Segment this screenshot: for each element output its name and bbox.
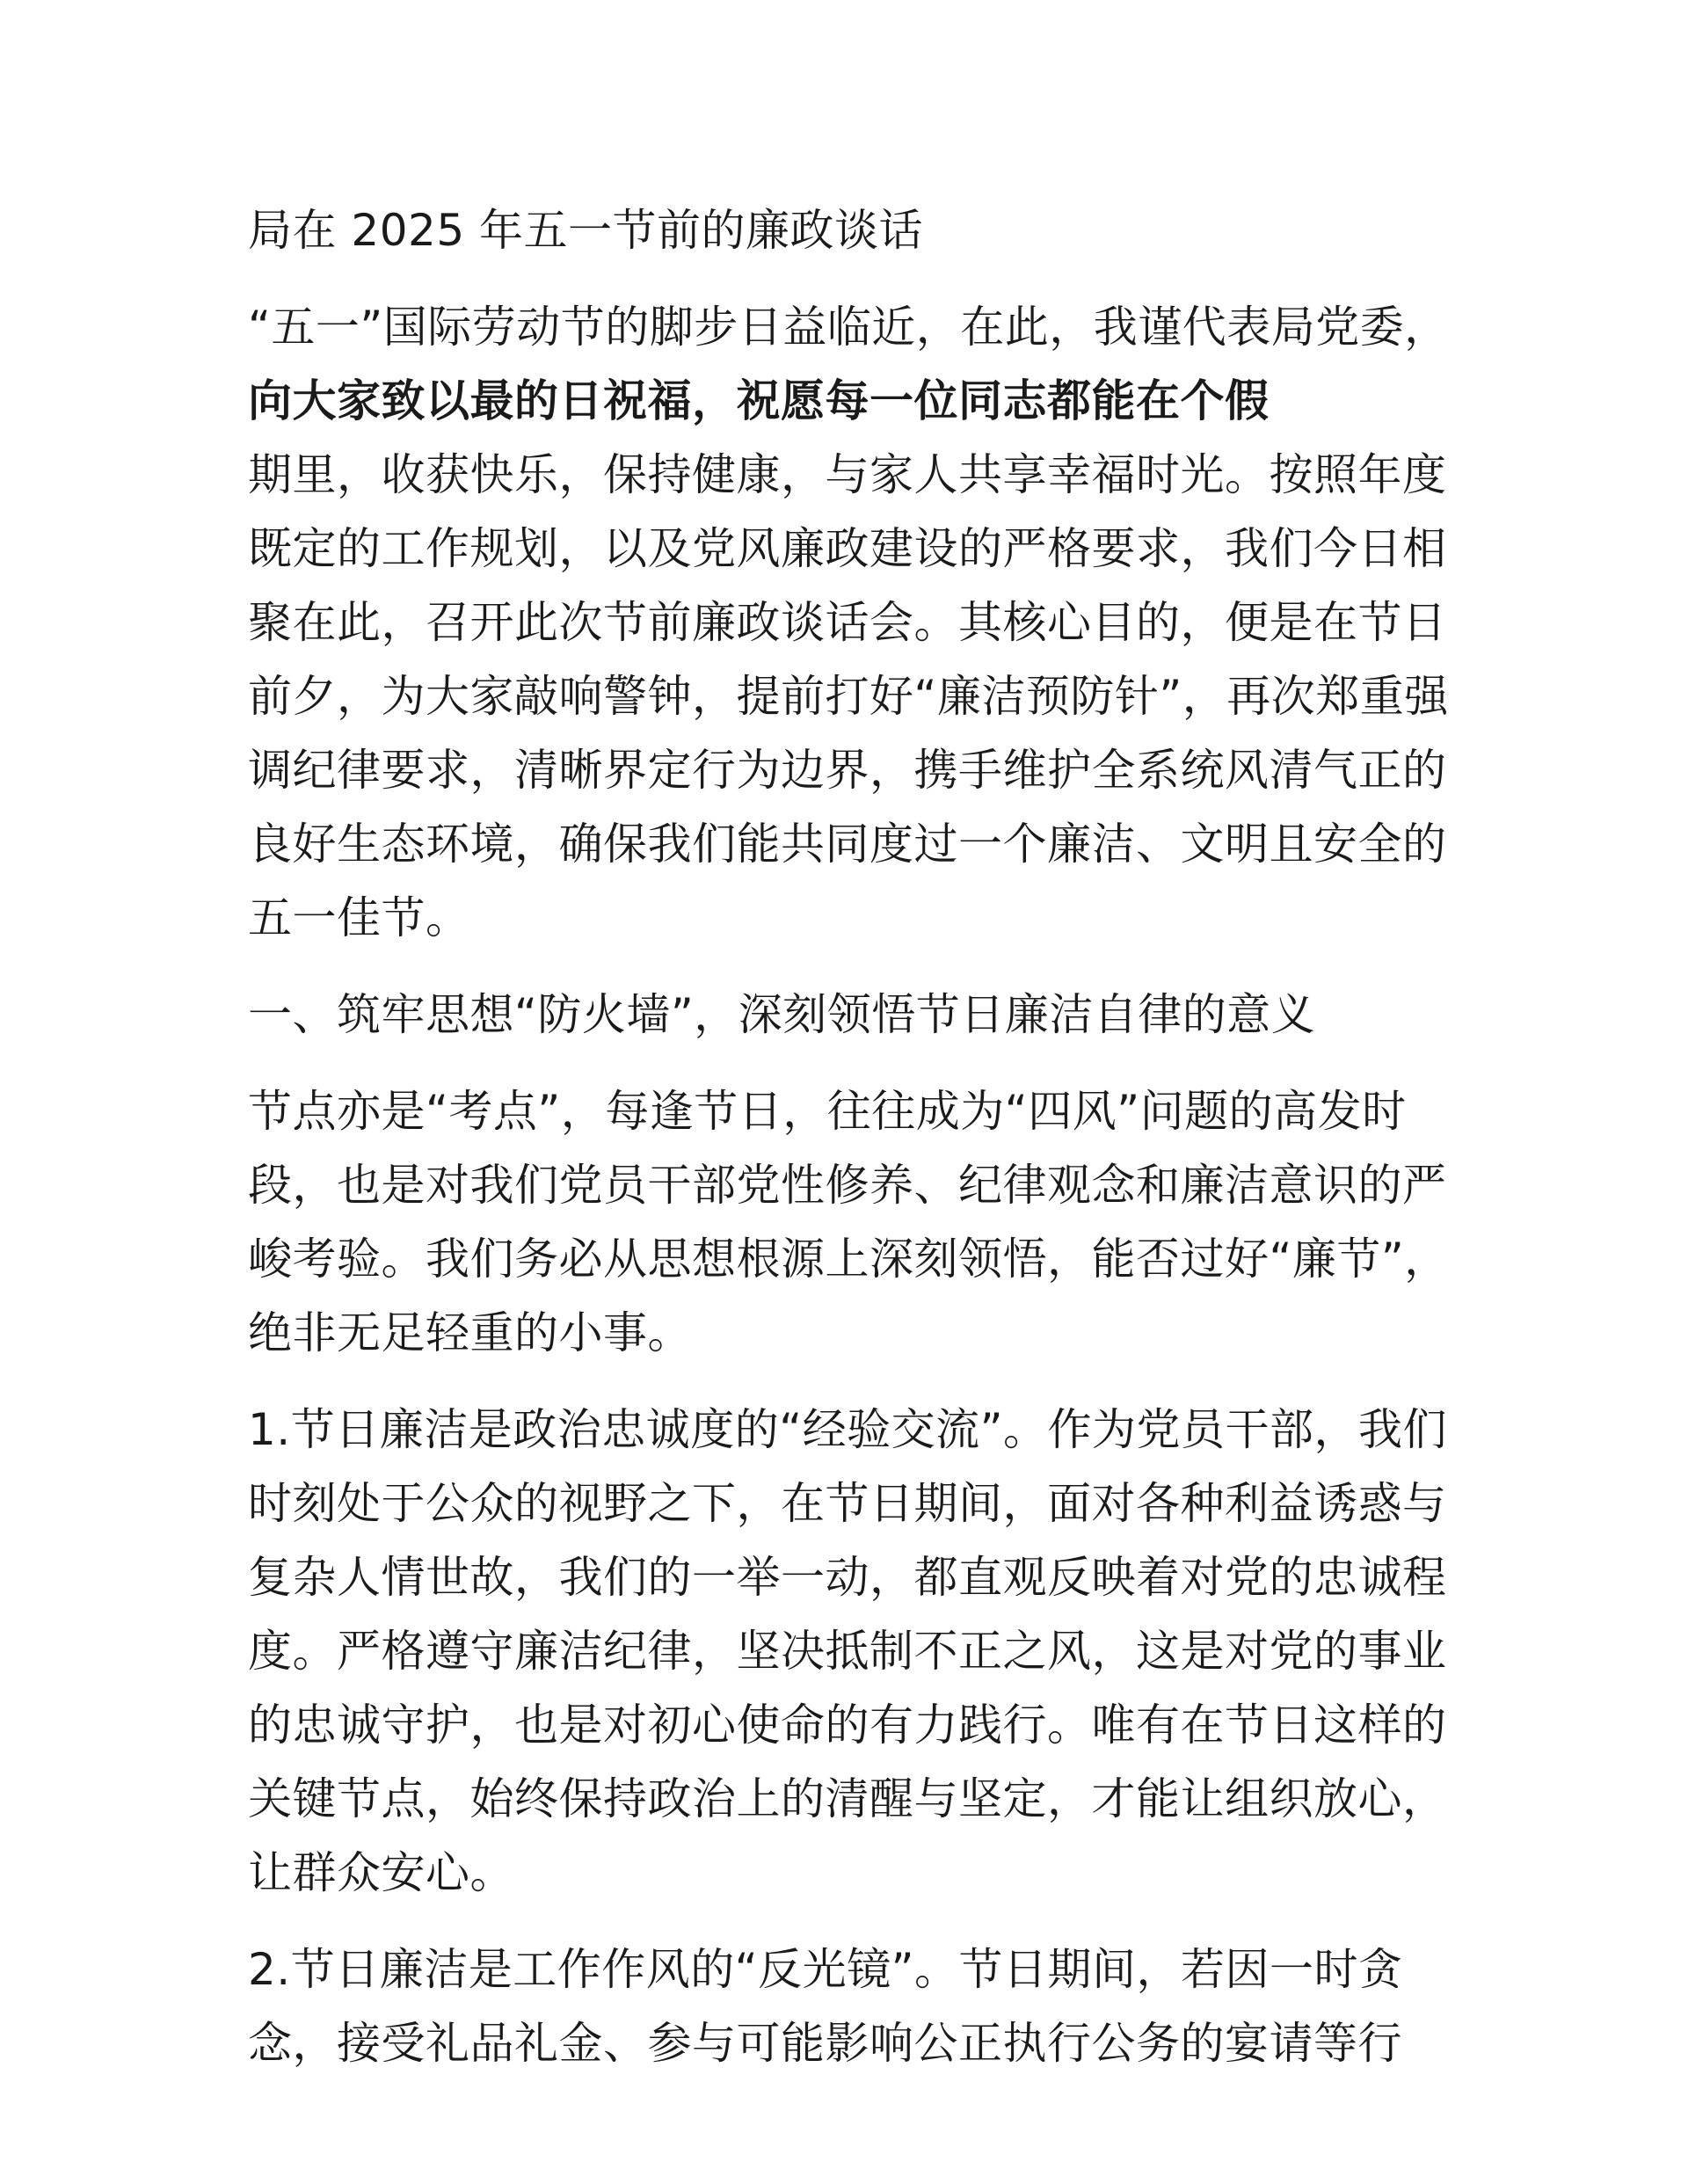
point-1-line: 的忠诚守护，也是对初心使命的有力践行。唯有在节日这样的 [248,1700,1447,1751]
point-1-line: 时刻处于公众的视野之下，在节日期间，面对各种利益诱惑与 [248,1478,1447,1529]
point-1-line: 关键节点，始终保持政治上的清醒与坚定，才能让组织放心， [248,1773,1447,1824]
section-1-line: 峻考验。我们务必从思想根源上深刻领悟，能否过好“廉节”， [248,1234,1449,1285]
intro-paragraph [248,290,1449,955]
point-1-paragraph [248,1393,1448,1910]
point-2-line: 2.节日廉洁是工作作风的“反光镜”。节日期间，若因一时贪 [248,1944,1403,1995]
intro-line-bold: 向大家致以最的日祝福，祝愿每一位同志都能在个假 [248,375,1270,426]
document-title: 局在 2025 年五一节前的廉政谈话 [248,205,924,256]
point-1-line: 复杂人情世故，我们的一举一动，都直观反映着对党的忠诚程 [248,1552,1447,1603]
point-1-line: 让群众安心。 [248,1847,514,1898]
document-body [248,193,1449,2080]
section-1-line: 绝非无足轻重的小事。 [248,1307,692,1358]
intro-line: 前夕，为大家敲响警钟，提前打好“廉洁预防针”，再次郑重强 [248,671,1449,722]
section-1-paragraph [248,1074,1449,1370]
point-1-line: 度。严格遵守廉洁纪律，坚决抵制不正之风，这是对党的事业 [248,1626,1447,1677]
section-1-heading: 一、筑牢思想“防火墙”，深刻领悟节日廉洁自律的意义 [248,989,1316,1040]
point-2-paragraph [248,1933,1444,2080]
intro-line: 五一佳节。 [248,892,470,943]
intro-line: 既定的工作规划，以及党风廉政建设的严格要求，我们今日相 [248,523,1447,574]
intro-line: 期里，收获快乐，保持健康，与家人共享幸福时光。按照年度 [248,449,1447,500]
section-1-line: 段，也是对我们党员干部党性修养、纪律观念和廉洁意识的严 [248,1160,1447,1211]
intro-line: 调纪律要求，清晰界定行为边界，携手维护全系统风清气正的 [248,745,1447,796]
section-1-line: 节点亦是“考点”，每逢节日，往往成为“四风”问题的高发时 [248,1086,1407,1137]
point-2-line: 念，接受礼品礼金、参与可能影响公正执行公务的宴请等行 [248,2018,1402,2069]
point-1-line: 1.节日廉洁是政治忠诚度的“经验交流”。作为党员干部，我们 [248,1404,1448,1455]
section-1-heading-block [248,978,1444,1052]
intro-line: 聚在此，召开此次节前廉政谈话会。其核心目的，便是在节日 [248,597,1447,648]
intro-line: “五一”国际劳动节的脚步日益临近，在此，我谨代表局党委， [248,302,1449,353]
intro-line: 良好生态环境，确保我们能共同度过一个廉洁、文明且安全的 [248,819,1447,870]
